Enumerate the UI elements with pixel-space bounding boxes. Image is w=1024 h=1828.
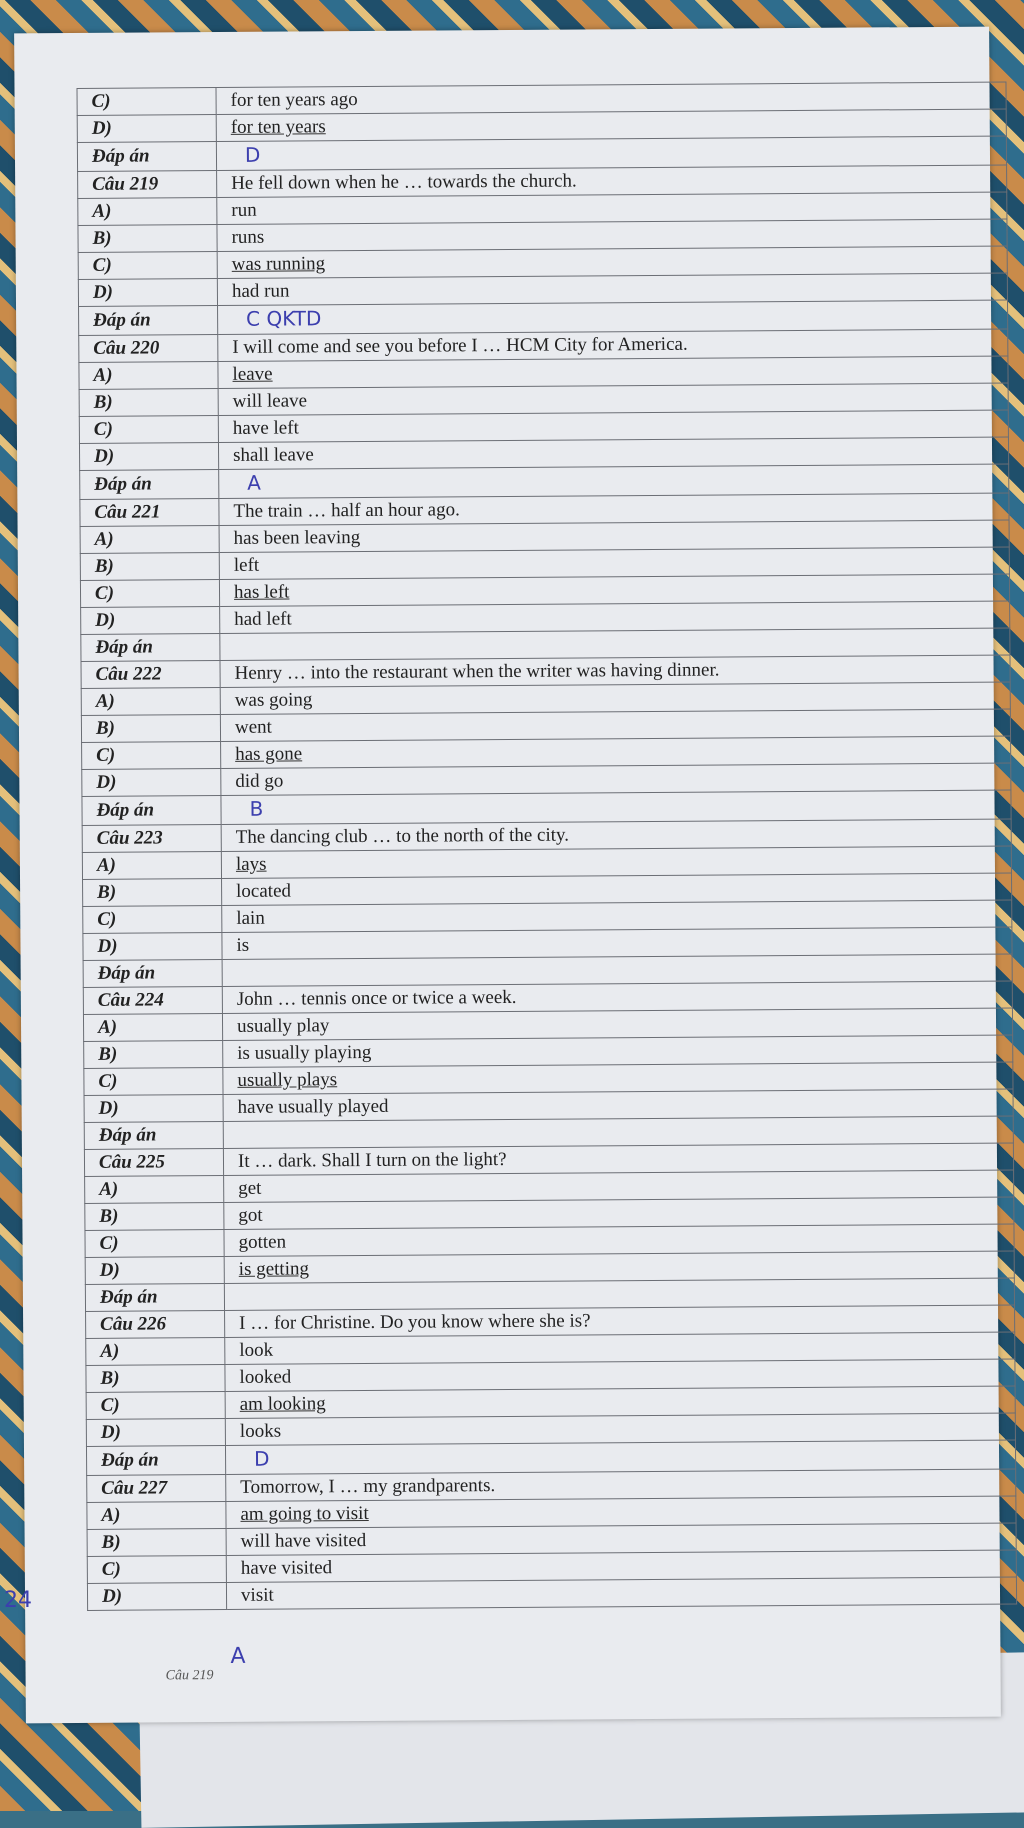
row-label: C)	[84, 1067, 223, 1095]
option-text: was running	[231, 253, 326, 275]
row-label: B)	[84, 1040, 223, 1068]
option-text: The dancing club … to the north of the city.	[235, 824, 570, 848]
option-text: John … tennis once or twice a week.	[236, 986, 517, 1010]
option-text: I … for Christine. Do you know where she is?	[239, 1310, 591, 1334]
option-text: get	[238, 1177, 262, 1199]
row-label: B)	[79, 389, 218, 417]
answer-mark: B	[249, 796, 264, 821]
row-label: B)	[87, 1528, 226, 1556]
option-text: went	[234, 716, 272, 738]
row-label: C)	[86, 1391, 225, 1419]
row-label: D)	[78, 279, 217, 307]
answer-mark: D	[253, 1446, 270, 1471]
row-label: Câu 220	[79, 335, 218, 363]
row-label: Đáp án	[79, 306, 218, 336]
option-text: is	[236, 934, 250, 956]
row-label: D)	[77, 115, 216, 143]
option-text: visit	[240, 1584, 274, 1606]
option-text: am looking	[239, 1393, 326, 1415]
row-label: A)	[85, 1175, 224, 1203]
option-text: looks	[239, 1420, 282, 1442]
row-label: C)	[78, 252, 217, 280]
row-label: D)	[81, 607, 220, 635]
row-label: Đáp án	[83, 959, 222, 987]
row-label: C)	[83, 905, 222, 933]
row-label: C)	[79, 416, 218, 444]
option-text: He fell down when he … towards the church.	[231, 170, 577, 194]
option-text: runs	[231, 226, 265, 248]
row-label: A)	[80, 526, 219, 554]
row-label: D)	[79, 443, 218, 471]
row-label: B)	[86, 1364, 225, 1392]
option-text: lays	[235, 853, 267, 875]
option-text: usually plays	[237, 1069, 338, 1091]
option-text: will have visited	[240, 1530, 367, 1552]
option-text: will leave	[232, 390, 308, 412]
option-text: lain	[236, 907, 265, 929]
paper-sheet	[14, 27, 1001, 1724]
row-label: A)	[79, 362, 218, 390]
cut-off-text: Câu 219	[165, 1668, 214, 1684]
row-label: C)	[85, 1229, 224, 1257]
option-text: for ten years	[230, 116, 326, 138]
option-text: is usually playing	[237, 1041, 372, 1064]
option-text: leave	[232, 363, 273, 385]
handwritten-answer-bottom: A	[230, 1643, 246, 1669]
row-label: B)	[83, 878, 222, 906]
row-label: Câu 223	[82, 824, 221, 852]
option-text: is getting	[238, 1258, 310, 1280]
row-label: Câu 221	[80, 499, 219, 527]
row-label: A)	[83, 1013, 222, 1041]
row-label: Câu 224	[83, 986, 222, 1014]
option-text: am going to visit	[240, 1502, 369, 1525]
option-text: did go	[235, 770, 284, 792]
option-text: has left	[233, 581, 290, 603]
row-label: B)	[85, 1202, 224, 1230]
row-label: B)	[78, 225, 217, 253]
option-text: usually play	[236, 1015, 330, 1037]
option-text: had left	[234, 608, 292, 630]
option-text: located	[236, 880, 292, 902]
row-label: D)	[85, 1256, 224, 1284]
row-label: Câu 225	[84, 1148, 223, 1176]
answer-mark: C QKTD	[246, 306, 322, 331]
row-label: Đáp án	[84, 1121, 223, 1149]
row-label: Đáp án	[80, 470, 219, 500]
option-text: shall leave	[232, 444, 314, 466]
option-text: Tomorrow, I … my grandparents.	[240, 1475, 496, 1498]
row-label: D)	[87, 1582, 226, 1610]
row-label: C)	[77, 88, 216, 116]
page-number-handwritten: 24	[4, 1588, 32, 1613]
option-text: looked	[239, 1366, 292, 1388]
answer-mark: D	[244, 142, 261, 167]
row-label: Câu 219	[78, 171, 217, 199]
row-label: Đáp án	[82, 795, 221, 825]
row-label: Câu 226	[86, 1310, 225, 1338]
option-text: have usually played	[237, 1095, 389, 1118]
option-text: gotten	[238, 1231, 287, 1253]
row-label: D)	[83, 932, 222, 960]
option-text: got	[238, 1204, 263, 1226]
row-label: A)	[86, 1337, 225, 1365]
row-label: D)	[86, 1418, 225, 1446]
option-text: was going	[234, 689, 313, 711]
row-label: A)	[82, 851, 221, 879]
quiz-table	[76, 81, 1017, 1610]
row-label: Đáp án	[81, 634, 220, 662]
option-text: run	[231, 199, 257, 221]
row-label: B)	[81, 715, 220, 743]
table-row	[87, 1577, 1016, 1610]
option-text: I will come and see you before I … HCM City for America.	[232, 333, 688, 358]
row-label: Đáp án	[86, 1445, 225, 1475]
row-label: Câu 222	[81, 661, 220, 689]
row-label: A)	[81, 688, 220, 716]
option-text: The train … half an hour ago.	[233, 499, 460, 522]
row-label: A)	[78, 198, 217, 226]
row-text	[226, 1577, 1016, 1610]
option-text: had run	[231, 280, 290, 302]
option-text: have visited	[240, 1557, 333, 1579]
row-label: C)	[80, 580, 219, 608]
option-text: have left	[232, 417, 299, 439]
row-label: B)	[80, 553, 219, 581]
row-label: Đáp án	[77, 142, 216, 172]
row-label: D)	[84, 1094, 223, 1122]
row-label: A)	[87, 1501, 226, 1529]
row-label: D)	[82, 768, 221, 796]
row-label: C)	[82, 741, 221, 769]
answer-mark: A	[247, 470, 262, 495]
option-text: look	[239, 1339, 274, 1361]
option-text: for ten years ago	[230, 89, 358, 111]
option-text: Henry … into the restaurant when the writer was having dinner.	[234, 659, 720, 684]
row-label: Câu 227	[87, 1474, 226, 1502]
option-text: It … dark. Shall I turn on the light?	[237, 1149, 507, 1172]
option-text: left	[233, 554, 260, 576]
option-text: has gone	[235, 743, 303, 765]
row-label: Đáp án	[85, 1283, 224, 1311]
row-label: C)	[87, 1555, 226, 1583]
option-text: has been leaving	[233, 527, 361, 549]
